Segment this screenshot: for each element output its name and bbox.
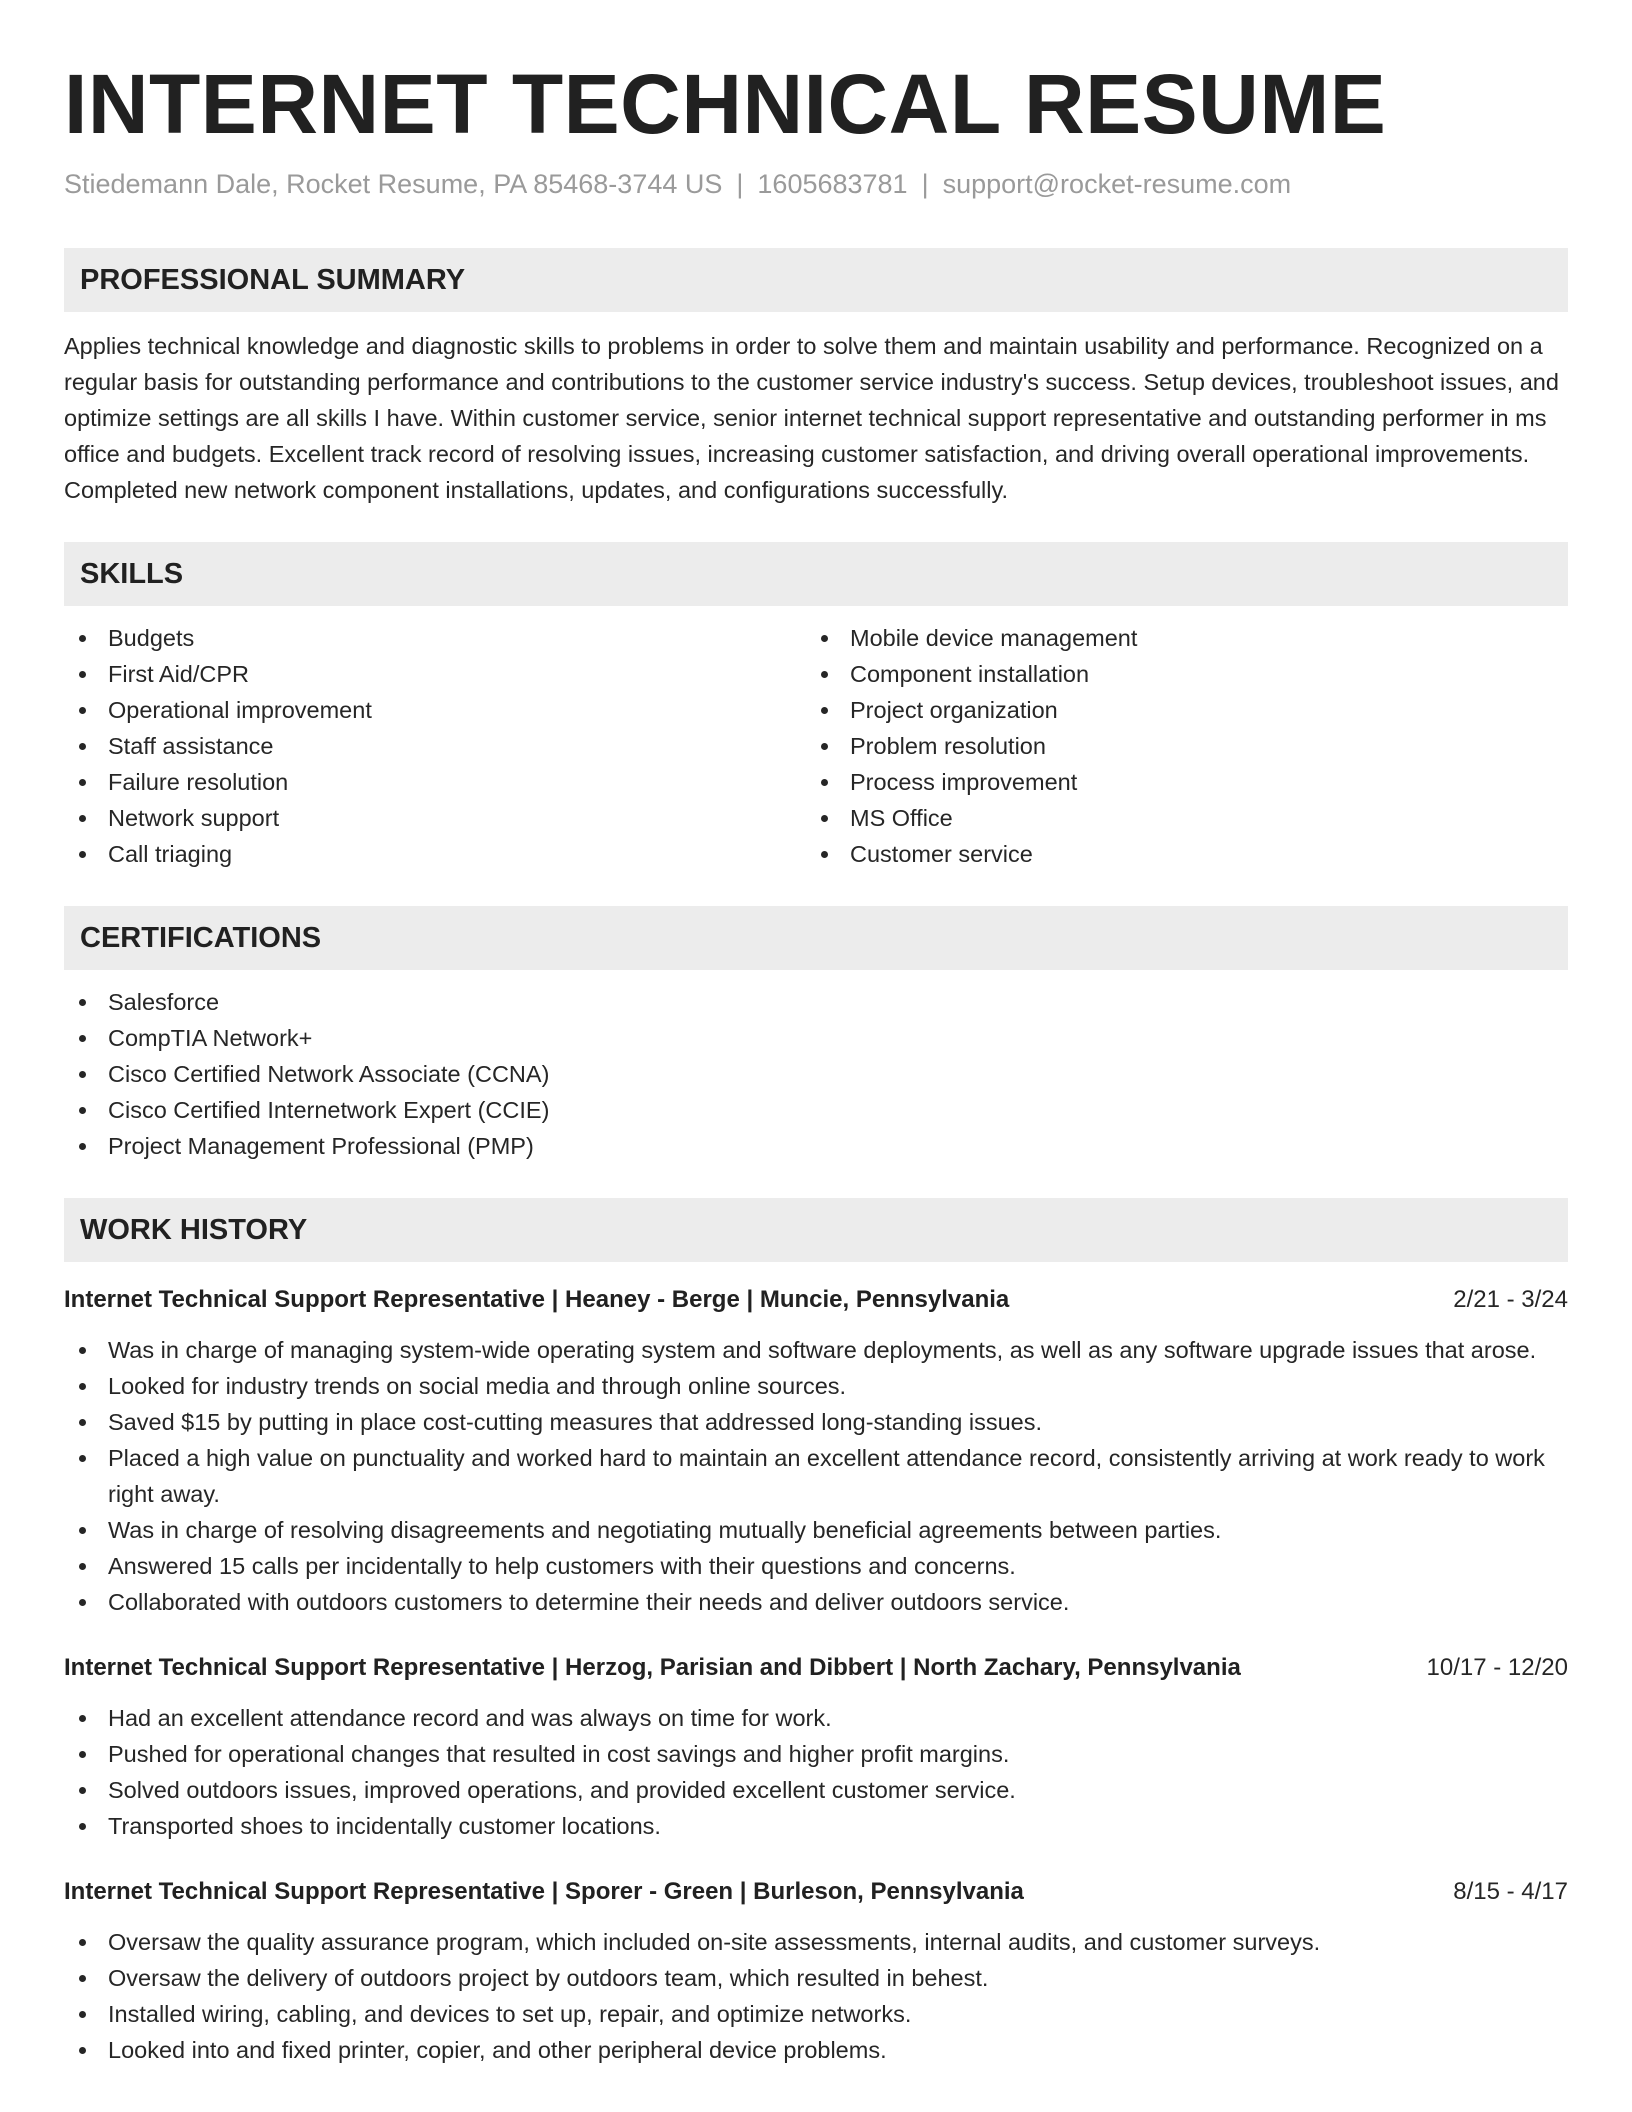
skill-item: Staff assistance <box>64 728 806 764</box>
contact-line <box>64 164 1568 204</box>
skills-heading: SKILLS <box>64 542 1568 606</box>
job-bullet: Was in charge of resolving disagreements and negotiating mutually beneficial agreements between parties. <box>64 1512 1568 1548</box>
skill-item: Mobile device management <box>806 620 1548 656</box>
skill-item: Problem resolution <box>806 728 1548 764</box>
job-bullet: Looked for industry trends on social media and through online sources. <box>64 1368 1568 1404</box>
contact-phone: 1605683781 <box>757 169 908 199</box>
job-entry <box>64 1282 1568 1620</box>
job-dates: 8/15 - 4/17 <box>1453 1878 1568 1905</box>
skill-item: Component installation <box>806 656 1548 692</box>
skill-item: Process improvement <box>806 764 1548 800</box>
contact-email: support@rocket-resume.com <box>942 169 1292 199</box>
job-title: Internet Technical Support Representative | Heaney - Berge | Muncie, Pennsylvania <box>64 1286 1010 1313</box>
contact-separator: | <box>921 169 929 199</box>
certification-item: Project Management Professional (PMP) <box>64 1128 1568 1164</box>
skill-item: Project organization <box>806 692 1548 728</box>
skill-item: Customer service <box>806 836 1548 872</box>
skill-item: Budgets <box>64 620 806 656</box>
summary-text: Applies technical knowledge and diagnostic skills to problems in order to solve them and maintain usability and performance. Recognized on a regular basis for outstanding performance and contributions to the customer service industry's success. Setup devices, troubleshoot issues, and optimize settings are all skills I have. Within customer service, senior internet technical support representative and outstanding performer in ms office and budgets. Excellent track record of resolving issues, increasing customer satisfaction, and driving overall operational improvements. Completed new network component installations, updates, and configurations successfully. <box>64 333 1559 503</box>
job-bullet: Installed wiring, cabling, and devices to set up, repair, and optimize networks. <box>64 1996 1568 2032</box>
skill-item: Operational improvement <box>64 692 806 728</box>
resume-title: INTERNET TECHNICAL RESUME <box>64 57 1387 151</box>
job-bullet: Transported shoes to incidentally customer locations. <box>64 1808 1568 1844</box>
job-header <box>64 1282 1568 1318</box>
job-bullets <box>64 1924 1568 2068</box>
certification-item: Cisco Certified Network Associate (CCNA) <box>64 1056 1568 1092</box>
job-bullet: Placed a high value on punctuality and worked hard to maintain an excellent attendance record, consistently arriving at work ready to work right away. <box>64 1440 1568 1512</box>
job-bullets <box>64 1700 1568 1844</box>
job-dates: 2/21 - 3/24 <box>1453 1286 1568 1313</box>
job-bullets <box>64 1332 1568 1620</box>
job-bullet: Saved $15 by putting in place cost-cutting measures that addressed long-standing issues. <box>64 1404 1568 1440</box>
job-title: Internet Technical Support Representative | Sporer - Green | Burleson, Pennsylvania <box>64 1878 1024 1905</box>
job-bullet: Pushed for operational changes that resulted in cost savings and higher profit margins. <box>64 1736 1568 1772</box>
job-bullet: Oversaw the delivery of outdoors project by outdoors team, which resulted in behest. <box>64 1960 1568 1996</box>
job-bullet: Answered 15 calls per incidentally to help customers with their questions and concerns. <box>64 1548 1568 1584</box>
job-title: Internet Technical Support Representative | Herzog, Parisian and Dibbert | North Zachary, Pennsylvania <box>64 1654 1241 1681</box>
certification-item: Salesforce <box>64 984 1568 1020</box>
certifications-list <box>64 984 1568 1164</box>
contact-address: Stiedemann Dale, Rocket Resume, PA 85468-3744 US <box>64 169 723 199</box>
skill-item: Call triaging <box>64 836 806 872</box>
certifications-heading: CERTIFICATIONS <box>64 906 1568 970</box>
skill-item: MS Office <box>806 800 1548 836</box>
skills-list-left <box>64 620 806 872</box>
job-bullet: Looked into and fixed printer, copier, and other peripheral device problems. <box>64 2032 1568 2068</box>
job-bullet: Had an excellent attendance record and was always on time for work. <box>64 1700 1568 1736</box>
certification-item: Cisco Certified Internetwork Expert (CCIE) <box>64 1092 1568 1128</box>
job-bullet: Collaborated with outdoors customers to determine their needs and deliver outdoors service. <box>64 1584 1568 1620</box>
job-dates: 10/17 - 12/20 <box>1426 1654 1568 1681</box>
certification-item: CompTIA Network+ <box>64 1020 1568 1056</box>
work-history-heading: WORK HISTORY <box>64 1198 1568 1262</box>
job-bullet: Oversaw the quality assurance program, which included on-site assessments, internal audits, and customer surveys. <box>64 1924 1568 1960</box>
job-header <box>64 1650 1568 1686</box>
skill-item: Network support <box>64 800 806 836</box>
skill-item: First Aid/CPR <box>64 656 806 692</box>
job-header <box>64 1874 1568 1910</box>
skill-item: Failure resolution <box>64 764 806 800</box>
summary-heading: PROFESSIONAL SUMMARY <box>64 248 1568 312</box>
job-bullet: Was in charge of managing system-wide operating system and software deployments, as well as any software upgrade issues that arose. <box>64 1332 1568 1368</box>
skills-list-right <box>806 620 1548 872</box>
job-entry <box>64 1874 1568 2068</box>
skills-columns <box>64 620 1568 872</box>
job-entry <box>64 1650 1568 1844</box>
job-bullet: Solved outdoors issues, improved operations, and provided excellent customer service. <box>64 1772 1568 1808</box>
contact-separator: | <box>736 169 744 199</box>
